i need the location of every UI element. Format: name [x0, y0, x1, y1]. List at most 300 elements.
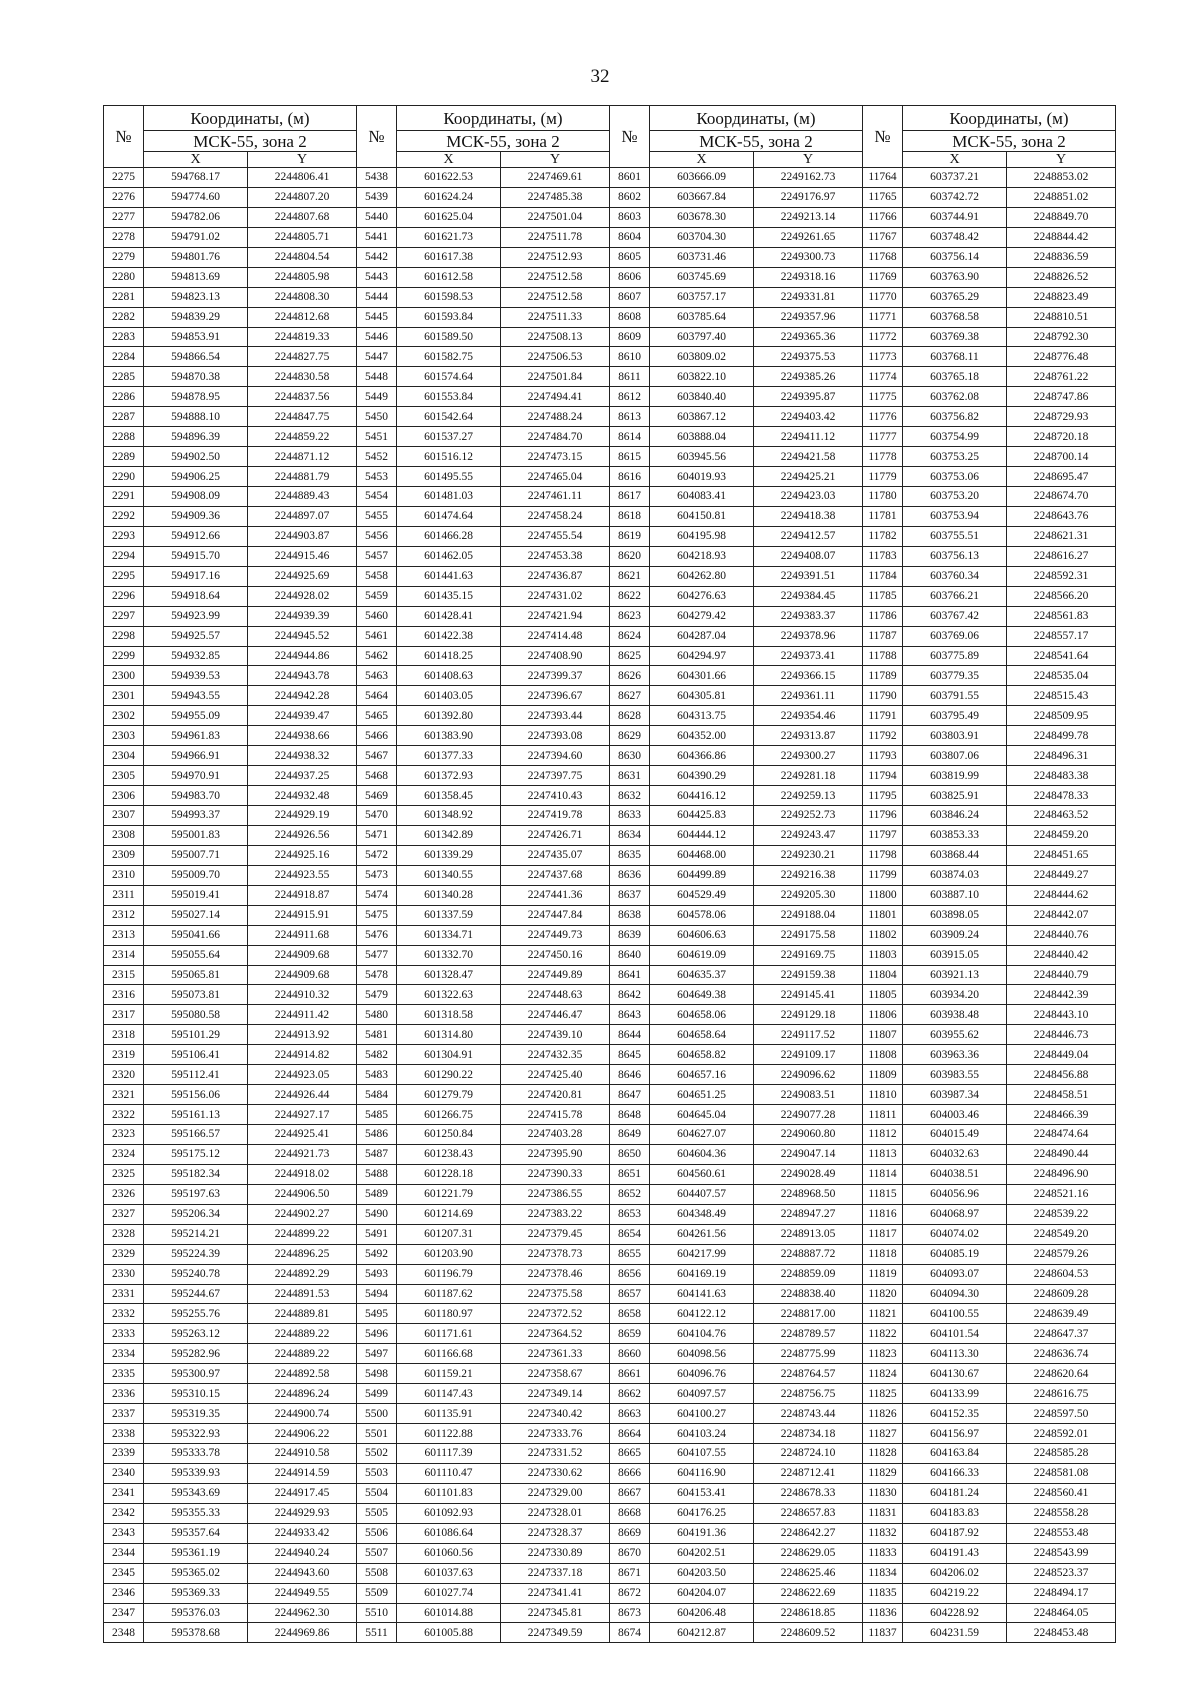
y-coordinate-cell: 2249375.53 — [754, 347, 863, 367]
y-coordinate-cell: 2247512.93 — [501, 247, 610, 267]
y-coordinate-cell: 2244906.50 — [248, 1184, 357, 1204]
y-coordinate-cell: 2249313.87 — [754, 726, 863, 746]
point-number-cell: 2309 — [104, 845, 144, 865]
y-coordinate-cell: 2248515.43 — [1007, 686, 1116, 706]
point-number-cell: 8652 — [610, 1184, 650, 1204]
header-number-label: № — [104, 106, 144, 168]
x-coordinate-cell: 601238.43 — [397, 1144, 501, 1164]
y-coordinate-cell: 2244910.32 — [248, 985, 357, 1005]
y-coordinate-cell: 2248453.48 — [1007, 1623, 1116, 1643]
y-coordinate-cell: 2244927.17 — [248, 1105, 357, 1125]
point-number-cell: 11815 — [863, 1184, 903, 1204]
y-coordinate-cell: 2249423.03 — [754, 487, 863, 507]
x-coordinate-cell: 601441.63 — [397, 566, 501, 586]
x-coordinate-cell: 604183.83 — [903, 1503, 1007, 1523]
point-number-cell: 5468 — [357, 766, 397, 786]
y-coordinate-cell: 2249129.18 — [754, 1005, 863, 1025]
x-coordinate-cell: 603760.34 — [903, 566, 1007, 586]
point-number-cell: 5488 — [357, 1164, 397, 1184]
y-coordinate-cell: 2247488.24 — [501, 407, 610, 427]
y-coordinate-cell: 2248775.99 — [754, 1344, 863, 1364]
x-coordinate-cell: 604116.90 — [650, 1463, 754, 1483]
y-coordinate-cell: 2247436.87 — [501, 566, 610, 586]
x-coordinate-cell: 595355.33 — [144, 1503, 248, 1523]
point-number-cell: 8659 — [610, 1324, 650, 1344]
x-coordinate-cell: 604156.97 — [903, 1424, 1007, 1444]
y-coordinate-cell: 2244942.28 — [248, 686, 357, 706]
x-coordinate-cell: 595206.34 — [144, 1204, 248, 1224]
x-coordinate-cell: 601005.88 — [397, 1623, 501, 1643]
x-coordinate-cell: 604181.24 — [903, 1483, 1007, 1503]
y-coordinate-cell: 2244889.22 — [248, 1344, 357, 1364]
point-number-cell: 5505 — [357, 1503, 397, 1523]
table-row — [104, 367, 1116, 387]
table-row — [104, 1483, 1116, 1503]
table-row — [104, 885, 1116, 905]
point-number-cell: 8625 — [610, 646, 650, 666]
point-number-cell: 11830 — [863, 1483, 903, 1503]
point-number-cell: 11807 — [863, 1025, 903, 1045]
point-number-cell: 2301 — [104, 686, 144, 706]
x-coordinate-cell: 604279.42 — [650, 606, 754, 626]
x-coordinate-cell: 603753.20 — [903, 487, 1007, 507]
table-header — [104, 106, 1116, 168]
y-coordinate-cell: 2248609.52 — [754, 1623, 863, 1643]
x-coordinate-cell: 594908.09 — [144, 487, 248, 507]
point-number-cell: 2276 — [104, 187, 144, 207]
x-coordinate-cell: 595333.78 — [144, 1444, 248, 1464]
point-number-cell: 8655 — [610, 1244, 650, 1264]
y-coordinate-cell: 2248539.22 — [1007, 1204, 1116, 1224]
x-coordinate-cell: 601408.63 — [397, 666, 501, 686]
x-coordinate-cell: 604133.99 — [903, 1384, 1007, 1404]
point-number-cell: 5473 — [357, 865, 397, 885]
y-coordinate-cell: 2248621.31 — [1007, 526, 1116, 546]
x-coordinate-cell: 595365.02 — [144, 1563, 248, 1583]
table-row — [104, 566, 1116, 586]
x-coordinate-cell: 604163.84 — [903, 1444, 1007, 1464]
table-row — [104, 726, 1116, 746]
x-coordinate-cell: 603766.21 — [903, 586, 1007, 606]
x-coordinate-cell: 604094.30 — [903, 1284, 1007, 1304]
x-coordinate-cell: 603757.17 — [650, 287, 754, 307]
point-number-cell: 11832 — [863, 1523, 903, 1543]
y-coordinate-cell: 2247453.38 — [501, 546, 610, 566]
y-coordinate-cell: 2249331.81 — [754, 287, 863, 307]
x-coordinate-cell: 601621.73 — [397, 227, 501, 247]
table-row — [104, 985, 1116, 1005]
y-coordinate-cell: 2249243.47 — [754, 825, 863, 845]
x-coordinate-cell: 601196.79 — [397, 1264, 501, 1284]
x-coordinate-cell: 603767.42 — [903, 606, 1007, 626]
y-coordinate-cell: 2244900.74 — [248, 1404, 357, 1424]
y-coordinate-cell: 2244899.22 — [248, 1224, 357, 1244]
y-coordinate-cell: 2247396.67 — [501, 686, 610, 706]
x-coordinate-cell: 601622.53 — [397, 168, 501, 188]
point-number-cell: 8639 — [610, 925, 650, 945]
x-coordinate-cell: 603779.35 — [903, 666, 1007, 686]
y-coordinate-cell: 2248947.27 — [754, 1204, 863, 1224]
table-row — [104, 1583, 1116, 1603]
point-number-cell: 5479 — [357, 985, 397, 1005]
point-number-cell: 5491 — [357, 1224, 397, 1244]
x-coordinate-cell: 595001.83 — [144, 825, 248, 845]
table-row — [104, 865, 1116, 885]
point-number-cell: 5443 — [357, 267, 397, 287]
x-coordinate-cell: 594909.36 — [144, 506, 248, 526]
point-number-cell: 5475 — [357, 905, 397, 925]
y-coordinate-cell: 2247426.71 — [501, 825, 610, 845]
table-row — [104, 925, 1116, 945]
y-coordinate-cell: 2244889.81 — [248, 1304, 357, 1324]
table-row — [104, 806, 1116, 826]
point-number-cell: 8630 — [610, 746, 650, 766]
point-number-cell: 8648 — [610, 1105, 650, 1125]
point-number-cell: 11827 — [863, 1424, 903, 1444]
point-number-cell: 8658 — [610, 1304, 650, 1324]
x-coordinate-cell: 595065.81 — [144, 965, 248, 985]
y-coordinate-cell: 2248541.64 — [1007, 646, 1116, 666]
y-coordinate-cell: 2249028.49 — [754, 1164, 863, 1184]
x-coordinate-cell: 603769.38 — [903, 327, 1007, 347]
table-row — [104, 1065, 1116, 1085]
table-row — [104, 1503, 1116, 1523]
x-coordinate-cell: 601582.75 — [397, 347, 501, 367]
x-coordinate-cell: 604657.16 — [650, 1065, 754, 1085]
point-number-cell: 8670 — [610, 1543, 650, 1563]
y-coordinate-cell: 2248629.05 — [754, 1543, 863, 1563]
x-coordinate-cell: 594902.50 — [144, 447, 248, 467]
point-number-cell: 11766 — [863, 207, 903, 227]
x-coordinate-cell: 604130.67 — [903, 1364, 1007, 1384]
point-number-cell: 8624 — [610, 626, 650, 646]
point-number-cell: 8619 — [610, 526, 650, 546]
point-number-cell: 2281 — [104, 287, 144, 307]
y-coordinate-cell: 2248581.08 — [1007, 1463, 1116, 1483]
point-number-cell: 11771 — [863, 307, 903, 327]
y-coordinate-cell: 2247403.28 — [501, 1125, 610, 1145]
point-number-cell: 2340 — [104, 1463, 144, 1483]
y-coordinate-cell: 2244892.29 — [248, 1264, 357, 1284]
point-number-cell: 5469 — [357, 786, 397, 806]
y-coordinate-cell: 2249047.14 — [754, 1144, 863, 1164]
x-coordinate-cell: 595319.35 — [144, 1404, 248, 1424]
point-number-cell: 8610 — [610, 347, 650, 367]
point-number-cell: 5466 — [357, 726, 397, 746]
point-number-cell: 5490 — [357, 1204, 397, 1224]
y-coordinate-cell: 2248836.59 — [1007, 247, 1116, 267]
x-coordinate-cell: 595369.33 — [144, 1583, 248, 1603]
point-number-cell: 2334 — [104, 1344, 144, 1364]
x-coordinate-cell: 603853.33 — [903, 825, 1007, 845]
y-coordinate-cell: 2248535.04 — [1007, 666, 1116, 686]
x-coordinate-cell: 601110.47 — [397, 1463, 501, 1483]
x-coordinate-cell: 603785.64 — [650, 307, 754, 327]
table-row — [104, 1284, 1116, 1304]
x-coordinate-cell: 601495.55 — [397, 467, 501, 487]
y-coordinate-cell: 2248647.37 — [1007, 1324, 1116, 1344]
table-row — [104, 1563, 1116, 1583]
x-coordinate-cell: 604195.98 — [650, 526, 754, 546]
x-coordinate-cell: 595101.29 — [144, 1025, 248, 1045]
point-number-cell: 11835 — [863, 1583, 903, 1603]
y-coordinate-cell: 2248443.10 — [1007, 1005, 1116, 1025]
y-coordinate-cell: 2249175.58 — [754, 925, 863, 945]
point-number-cell: 2307 — [104, 806, 144, 826]
x-coordinate-cell: 595055.64 — [144, 945, 248, 965]
x-coordinate-cell: 594888.10 — [144, 407, 248, 427]
y-coordinate-cell: 2248616.75 — [1007, 1384, 1116, 1404]
x-coordinate-cell: 604150.81 — [650, 506, 754, 526]
x-coordinate-cell: 603755.51 — [903, 526, 1007, 546]
x-coordinate-cell: 604056.96 — [903, 1184, 1007, 1204]
x-coordinate-cell: 594782.06 — [144, 207, 248, 227]
y-coordinate-cell: 2247455.54 — [501, 526, 610, 546]
y-coordinate-cell: 2247448.63 — [501, 985, 610, 1005]
point-number-cell: 5492 — [357, 1244, 397, 1264]
point-number-cell: 2322 — [104, 1105, 144, 1125]
point-number-cell: 2321 — [104, 1085, 144, 1105]
y-coordinate-cell: 2248592.31 — [1007, 566, 1116, 586]
x-coordinate-cell: 603753.25 — [903, 447, 1007, 467]
point-number-cell: 11818 — [863, 1244, 903, 1264]
x-coordinate-cell: 601422.38 — [397, 626, 501, 646]
x-coordinate-cell: 595378.68 — [144, 1623, 248, 1643]
point-number-cell: 8623 — [610, 606, 650, 626]
x-coordinate-cell: 594955.09 — [144, 706, 248, 726]
table-row — [104, 1424, 1116, 1444]
point-number-cell: 8669 — [610, 1523, 650, 1543]
y-coordinate-cell: 2248734.18 — [754, 1424, 863, 1444]
x-coordinate-cell: 604313.75 — [650, 706, 754, 726]
x-coordinate-cell: 595009.70 — [144, 865, 248, 885]
y-coordinate-cell: 2247473.15 — [501, 447, 610, 467]
x-coordinate-cell: 601383.90 — [397, 726, 501, 746]
y-coordinate-cell: 2244891.53 — [248, 1284, 357, 1304]
y-coordinate-cell: 2247408.90 — [501, 646, 610, 666]
table-row — [104, 1304, 1116, 1324]
y-coordinate-cell: 2247512.58 — [501, 287, 610, 307]
y-coordinate-cell: 2244892.58 — [248, 1364, 357, 1384]
point-number-cell: 8650 — [610, 1144, 650, 1164]
point-number-cell: 5458 — [357, 566, 397, 586]
header-x-label: X — [903, 152, 1007, 168]
point-number-cell: 11791 — [863, 706, 903, 726]
x-coordinate-cell: 601624.24 — [397, 187, 501, 207]
y-coordinate-cell: 2249408.07 — [754, 546, 863, 566]
y-coordinate-cell: 2244925.16 — [248, 845, 357, 865]
y-coordinate-cell: 2244923.05 — [248, 1065, 357, 1085]
point-number-cell: 8642 — [610, 985, 650, 1005]
x-coordinate-cell: 604100.27 — [650, 1404, 754, 1424]
point-number-cell: 2291 — [104, 487, 144, 507]
point-number-cell: 5506 — [357, 1523, 397, 1543]
y-coordinate-cell: 2244837.56 — [248, 387, 357, 407]
point-number-cell: 8603 — [610, 207, 650, 227]
table-row — [104, 1105, 1116, 1125]
point-number-cell: 11831 — [863, 1503, 903, 1523]
point-number-cell: 8664 — [610, 1424, 650, 1444]
x-coordinate-cell: 595112.41 — [144, 1065, 248, 1085]
point-number-cell: 5451 — [357, 427, 397, 447]
point-number-cell: 11797 — [863, 825, 903, 845]
x-coordinate-cell: 604649.38 — [650, 985, 754, 1005]
table-row — [104, 1364, 1116, 1384]
point-number-cell: 2329 — [104, 1244, 144, 1264]
y-coordinate-cell: 2244889.43 — [248, 487, 357, 507]
x-coordinate-cell: 604104.76 — [650, 1324, 754, 1344]
x-coordinate-cell: 603756.82 — [903, 407, 1007, 427]
table-row — [104, 1324, 1116, 1344]
point-number-cell: 5509 — [357, 1583, 397, 1603]
x-coordinate-cell: 604176.25 — [650, 1503, 754, 1523]
y-coordinate-cell: 2244918.87 — [248, 885, 357, 905]
x-coordinate-cell: 594813.69 — [144, 267, 248, 287]
y-coordinate-cell: 2244847.75 — [248, 407, 357, 427]
point-number-cell: 2315 — [104, 965, 144, 985]
x-coordinate-cell: 603666.09 — [650, 168, 754, 188]
point-number-cell: 5476 — [357, 925, 397, 945]
y-coordinate-cell: 2249421.58 — [754, 447, 863, 467]
point-number-cell: 11804 — [863, 965, 903, 985]
table-body — [104, 168, 1116, 1643]
point-number-cell: 11812 — [863, 1125, 903, 1145]
x-coordinate-cell: 594866.54 — [144, 347, 248, 367]
y-coordinate-cell: 2248446.73 — [1007, 1025, 1116, 1045]
y-coordinate-cell: 2244918.02 — [248, 1164, 357, 1184]
table-row — [104, 1224, 1116, 1244]
point-number-cell: 2296 — [104, 586, 144, 606]
x-coordinate-cell: 601318.58 — [397, 1005, 501, 1025]
y-coordinate-cell: 2247508.13 — [501, 327, 610, 347]
point-number-cell: 8613 — [610, 407, 650, 427]
x-coordinate-cell: 601617.38 — [397, 247, 501, 267]
y-coordinate-cell: 2248678.33 — [754, 1483, 863, 1503]
point-number-cell: 2313 — [104, 925, 144, 945]
y-coordinate-cell: 2249395.87 — [754, 387, 863, 407]
x-coordinate-cell: 604097.57 — [650, 1384, 754, 1404]
table-row — [104, 1463, 1116, 1483]
y-coordinate-cell: 2247439.10 — [501, 1025, 610, 1045]
x-coordinate-cell: 604003.46 — [903, 1105, 1007, 1125]
point-number-cell: 2332 — [104, 1304, 144, 1324]
y-coordinate-cell: 2249213.14 — [754, 207, 863, 227]
y-coordinate-cell: 2247330.89 — [501, 1543, 610, 1563]
point-number-cell: 11774 — [863, 367, 903, 387]
y-coordinate-cell: 2249109.17 — [754, 1045, 863, 1065]
x-coordinate-cell: 594823.13 — [144, 287, 248, 307]
point-number-cell: 5474 — [357, 885, 397, 905]
x-coordinate-cell: 594853.91 — [144, 327, 248, 347]
header-coordinates-label: Координаты, (м) — [903, 106, 1116, 131]
x-coordinate-cell: 604276.63 — [650, 586, 754, 606]
point-number-cell: 8640 — [610, 945, 650, 965]
point-number-cell: 2310 — [104, 865, 144, 885]
point-number-cell: 2326 — [104, 1184, 144, 1204]
point-number-cell: 8660 — [610, 1344, 650, 1364]
y-coordinate-cell: 2249357.96 — [754, 307, 863, 327]
point-number-cell: 2289 — [104, 447, 144, 467]
y-coordinate-cell: 2247450.16 — [501, 945, 610, 965]
x-coordinate-cell: 604169.19 — [650, 1264, 754, 1284]
y-coordinate-cell: 2249383.37 — [754, 606, 863, 626]
point-number-cell: 8629 — [610, 726, 650, 746]
x-coordinate-cell: 601266.75 — [397, 1105, 501, 1125]
x-coordinate-cell: 594912.66 — [144, 526, 248, 546]
x-coordinate-cell: 595019.41 — [144, 885, 248, 905]
x-coordinate-cell: 604348.49 — [650, 1204, 754, 1224]
header-coordinates-label: Координаты, (м) — [650, 106, 863, 131]
point-number-cell: 8606 — [610, 267, 650, 287]
x-coordinate-cell: 594983.70 — [144, 786, 248, 806]
y-coordinate-cell: 2244897.07 — [248, 506, 357, 526]
point-number-cell: 8633 — [610, 806, 650, 826]
y-coordinate-cell: 2244812.68 — [248, 307, 357, 327]
x-coordinate-cell: 603987.34 — [903, 1085, 1007, 1105]
x-coordinate-cell: 604217.99 — [650, 1244, 754, 1264]
point-number-cell: 11834 — [863, 1563, 903, 1583]
x-coordinate-cell: 604166.33 — [903, 1463, 1007, 1483]
point-number-cell: 5470 — [357, 806, 397, 826]
point-number-cell: 8631 — [610, 766, 650, 786]
y-coordinate-cell: 2244926.56 — [248, 825, 357, 845]
y-coordinate-cell: 2244805.71 — [248, 227, 357, 247]
x-coordinate-cell: 604228.92 — [903, 1603, 1007, 1623]
y-coordinate-cell: 2244807.20 — [248, 187, 357, 207]
x-coordinate-cell: 601340.28 — [397, 885, 501, 905]
x-coordinate-cell: 601180.97 — [397, 1304, 501, 1324]
x-coordinate-cell: 603744.91 — [903, 207, 1007, 227]
y-coordinate-cell: 2248466.39 — [1007, 1105, 1116, 1125]
point-number-cell: 5504 — [357, 1483, 397, 1503]
point-number-cell: 11767 — [863, 227, 903, 247]
point-number-cell: 11798 — [863, 845, 903, 865]
point-number-cell: 11836 — [863, 1603, 903, 1623]
x-coordinate-cell: 601171.61 — [397, 1324, 501, 1344]
y-coordinate-cell: 2244805.98 — [248, 267, 357, 287]
x-coordinate-cell: 595310.15 — [144, 1384, 248, 1404]
table-row — [104, 447, 1116, 467]
y-coordinate-cell: 2248729.93 — [1007, 407, 1116, 427]
x-coordinate-cell: 604658.82 — [650, 1045, 754, 1065]
y-coordinate-cell: 2248695.47 — [1007, 467, 1116, 487]
point-number-cell: 5485 — [357, 1105, 397, 1125]
y-coordinate-cell: 2244906.22 — [248, 1424, 357, 1444]
table-row — [104, 825, 1116, 845]
x-coordinate-cell: 601279.79 — [397, 1085, 501, 1105]
point-number-cell: 2284 — [104, 347, 144, 367]
table-row — [104, 546, 1116, 566]
point-number-cell: 5448 — [357, 367, 397, 387]
point-number-cell: 5450 — [357, 407, 397, 427]
table-row — [104, 1085, 1116, 1105]
y-coordinate-cell: 2247399.37 — [501, 666, 610, 686]
point-number-cell: 2328 — [104, 1224, 144, 1244]
point-number-cell: 5489 — [357, 1184, 397, 1204]
point-number-cell: 8621 — [610, 566, 650, 586]
x-coordinate-cell: 603840.40 — [650, 387, 754, 407]
table-row — [104, 1045, 1116, 1065]
x-coordinate-cell: 601304.91 — [397, 1045, 501, 1065]
y-coordinate-cell: 2248483.38 — [1007, 766, 1116, 786]
point-number-cell: 11805 — [863, 985, 903, 1005]
y-coordinate-cell: 2248636.74 — [1007, 1344, 1116, 1364]
y-coordinate-cell: 2249077.28 — [754, 1105, 863, 1125]
y-coordinate-cell: 2244938.66 — [248, 726, 357, 746]
point-number-cell: 2293 — [104, 526, 144, 546]
y-coordinate-cell: 2248887.72 — [754, 1244, 863, 1264]
point-number-cell: 5445 — [357, 307, 397, 327]
